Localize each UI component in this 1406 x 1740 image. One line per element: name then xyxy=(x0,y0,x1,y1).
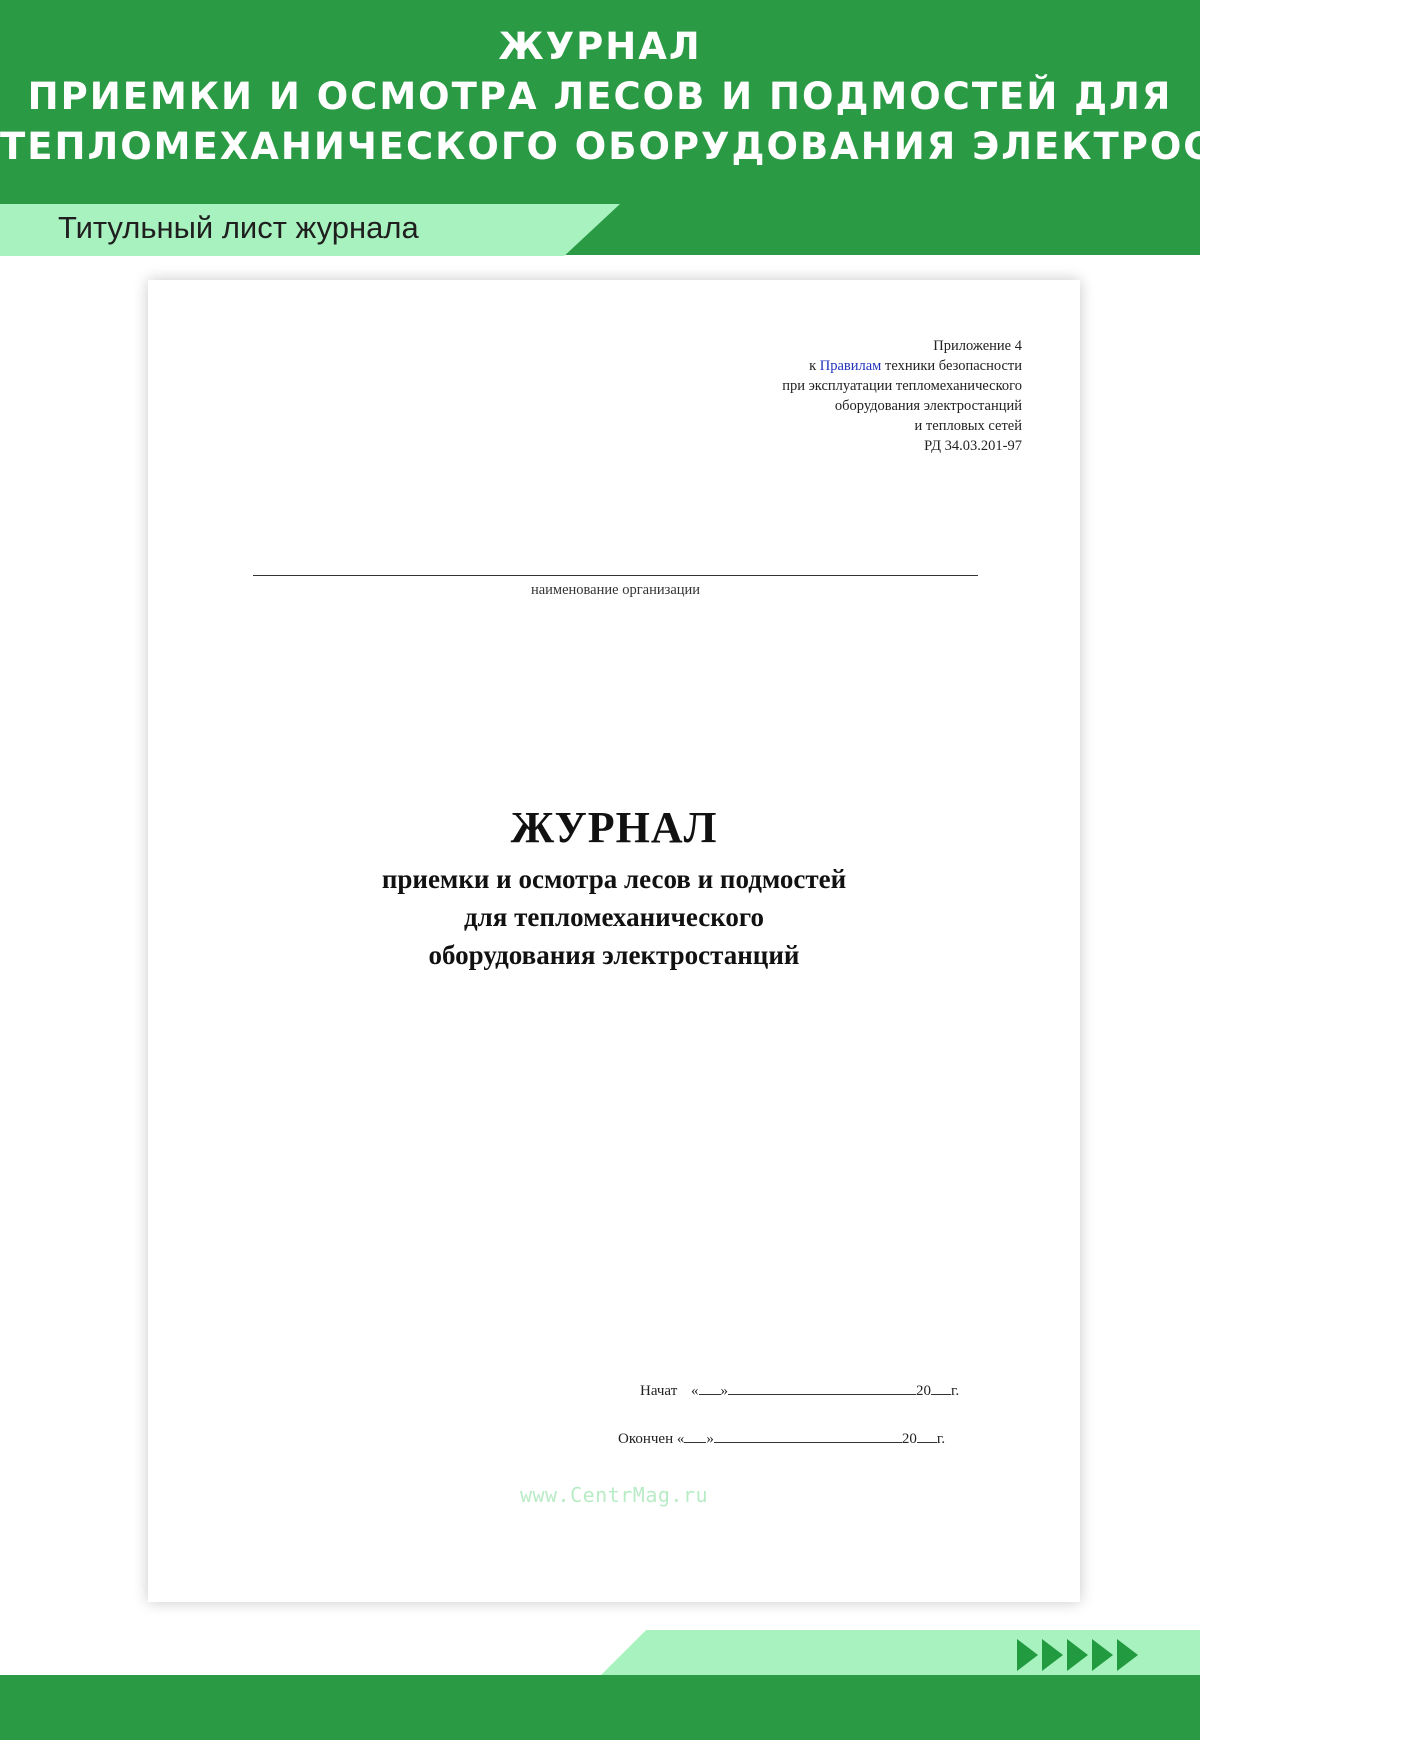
header-title-line: ЖУРНАЛ xyxy=(498,25,702,68)
footer-band xyxy=(0,1675,1200,1740)
year-blank xyxy=(917,1428,937,1443)
document-subtitle-line: оборудования электростанций xyxy=(428,940,800,970)
close-quote: » xyxy=(706,1431,714,1447)
year-suffix: г. xyxy=(936,1431,946,1447)
arrow-icon xyxy=(1042,1639,1063,1671)
appendix-prefix: к xyxy=(809,358,820,374)
document-subtitle xyxy=(148,860,1080,974)
year-prefix: 20 xyxy=(916,1383,932,1399)
open-quote: « xyxy=(676,1431,685,1447)
day-blank xyxy=(684,1428,706,1443)
rules-link[interactable]: Правилам xyxy=(819,358,882,374)
arrow-icon xyxy=(1092,1639,1113,1671)
appendix-line: при эксплуатации тепломеханического xyxy=(782,378,1022,394)
document-subtitle-line: для тепломеханического xyxy=(463,902,764,932)
arrow-icon xyxy=(1117,1639,1138,1671)
day-blank xyxy=(699,1380,721,1395)
year-prefix: 20 xyxy=(901,1431,917,1447)
month-blank xyxy=(714,1428,902,1443)
appendix-line: и тепловых сетей xyxy=(914,418,1022,434)
end-date-row xyxy=(618,1428,945,1448)
organization-name-line xyxy=(253,575,978,576)
year-suffix: г. xyxy=(951,1383,960,1399)
appendix-line: оборудования электростанций xyxy=(834,398,1022,414)
header-title-line: ПРИЕМКИ И ОСМОТРА ЛЕСОВ И ПОДМОСТЕЙ ДЛЯ xyxy=(27,75,1173,118)
appendix-line xyxy=(782,356,1022,376)
close-quote: » xyxy=(720,1383,729,1399)
end-label: Окончен xyxy=(618,1431,674,1447)
header-title xyxy=(0,22,1406,172)
appendix-note xyxy=(782,336,1022,456)
document-subtitle-line: приемки и осмотра лесов и подмостей xyxy=(381,864,847,894)
month-blank xyxy=(728,1380,916,1395)
year-blank xyxy=(931,1380,951,1395)
arrow-icon xyxy=(1017,1639,1038,1671)
journal-title-page xyxy=(148,280,1080,1602)
header-title-line: ТЕПЛОМЕХАНИЧЕСКОГО ОБОРУДОВАНИЯ ЭЛЕКТРОСТАНЦИЙ xyxy=(0,125,1406,168)
start-label: Начат xyxy=(640,1383,678,1399)
arrow-icon xyxy=(1067,1639,1088,1671)
open-quote: « xyxy=(691,1383,699,1399)
watermark: www.CentrMag.ru xyxy=(519,1483,709,1507)
document-title: ЖУРНАЛ xyxy=(510,803,718,852)
forward-arrows-icon[interactable] xyxy=(1017,1639,1138,1671)
start-date-row xyxy=(640,1380,959,1400)
appendix-suffix: техники безопасности xyxy=(881,358,1022,374)
appendix-line: Приложение 4 xyxy=(933,338,1022,354)
organization-caption: наименование организации xyxy=(530,582,701,598)
appendix-line: РД 34.03.201-97 xyxy=(924,438,1022,454)
subtitle-label: Титульный лист журнала xyxy=(58,210,419,245)
